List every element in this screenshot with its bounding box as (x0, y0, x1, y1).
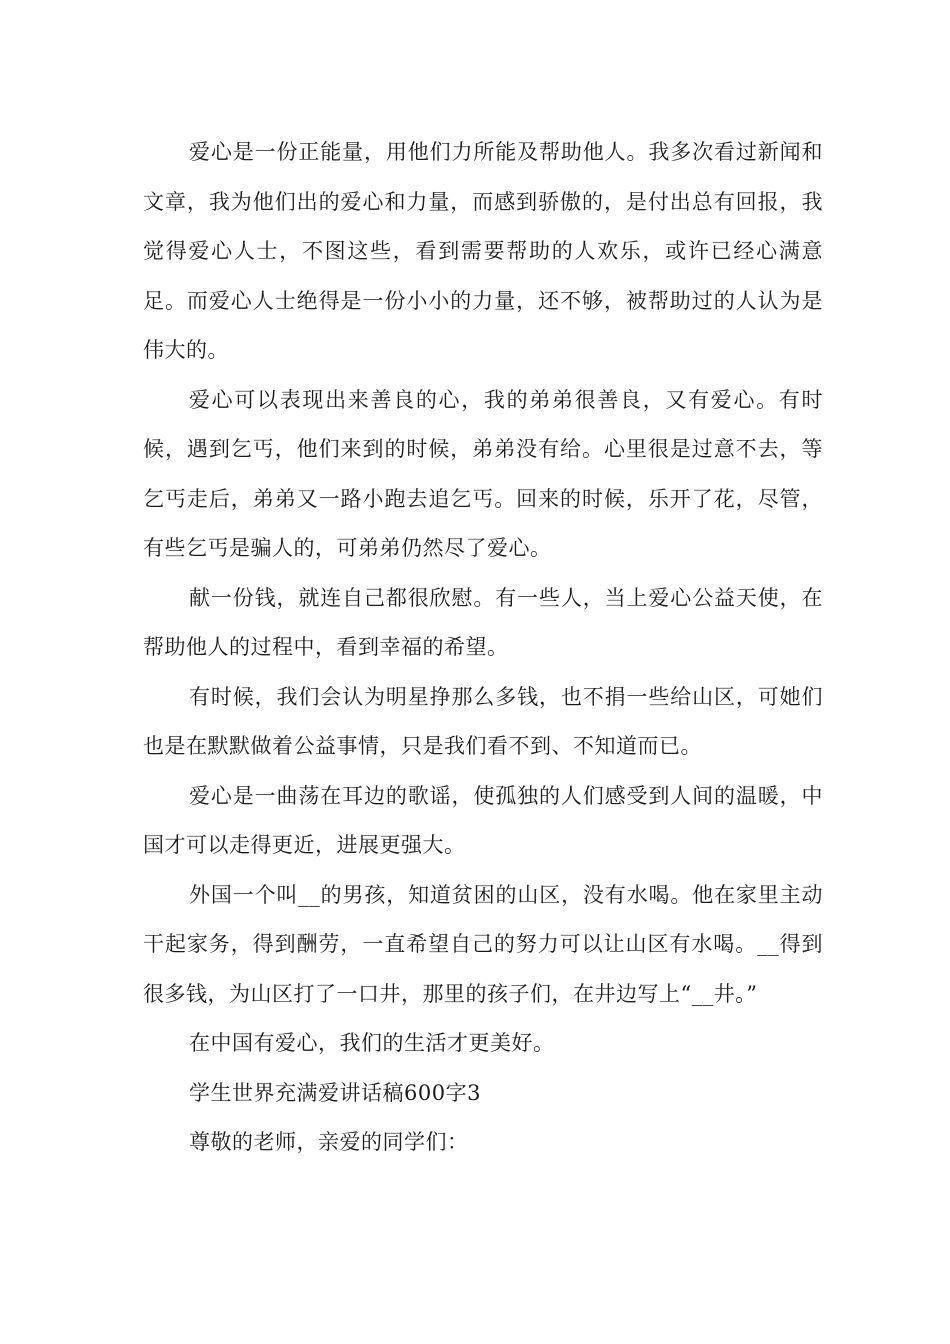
paragraph-6: 外国一个叫__的男孩，知道贫困的山区，没有水喝。他在家里主动干起家务，得到酬劳，一直希望自己的努力可以让山区有水喝。__得到很多钱，为山区打了一口井，那里的孩子们，在井边写上“__井。” (143, 882, 823, 1006)
paragraph-3: 献一份钱，就连自己都很欣慰。有一些人，当上爱心公益天使，在帮助他人的过程中，看到幸福的希望。 (143, 585, 823, 659)
document-body (143, 128, 823, 1168)
section-heading: 学生世界充满爱讲话稿600字3 (189, 1080, 481, 1105)
salutation: 尊敬的老师，亲爱的同学们： (189, 1130, 469, 1154)
paragraph-2: 爱心可以表现出来善良的心，我的弟弟很善良，又有爱心。有时候，遇到乞丐，他们来到的时候，弟弟没有给。心里很是过意不去，等乞丐走后，弟弟又一路小跑去追乞丐。回来的时候，乐开了花，尽管，有些乞丐是骗人的，可弟弟仍然尽了爱心。 (143, 387, 823, 560)
paragraph-7: 在中国有爱心，我们的生活才更美好。 (189, 1031, 555, 1055)
paragraph-1: 爱心是一份正能量，用他们力所能及帮助他人。我多次看过新闻和文章，我为他们出的爱心和力量，而感到骄傲的，是付出总有回报，我觉得爱心人士，不图这些，看到需要帮助的人欢乐，或许已经心满意足。而爱心人士绝得是一份小小的力量，还不够，被帮助过的人认为是伟大的。 (143, 140, 823, 362)
paragraph-4: 有时候，我们会认为明星挣那么多钱，也不捐一些给山区，可她们也是在默默做着公益事情，只是我们看不到、不知道而已。 (143, 684, 823, 758)
paragraph-5: 爱心是一曲荡在耳边的歌谣，使孤独的人们感受到人间的温暖，中国才可以走得更近，进展更强大。 (143, 783, 823, 857)
